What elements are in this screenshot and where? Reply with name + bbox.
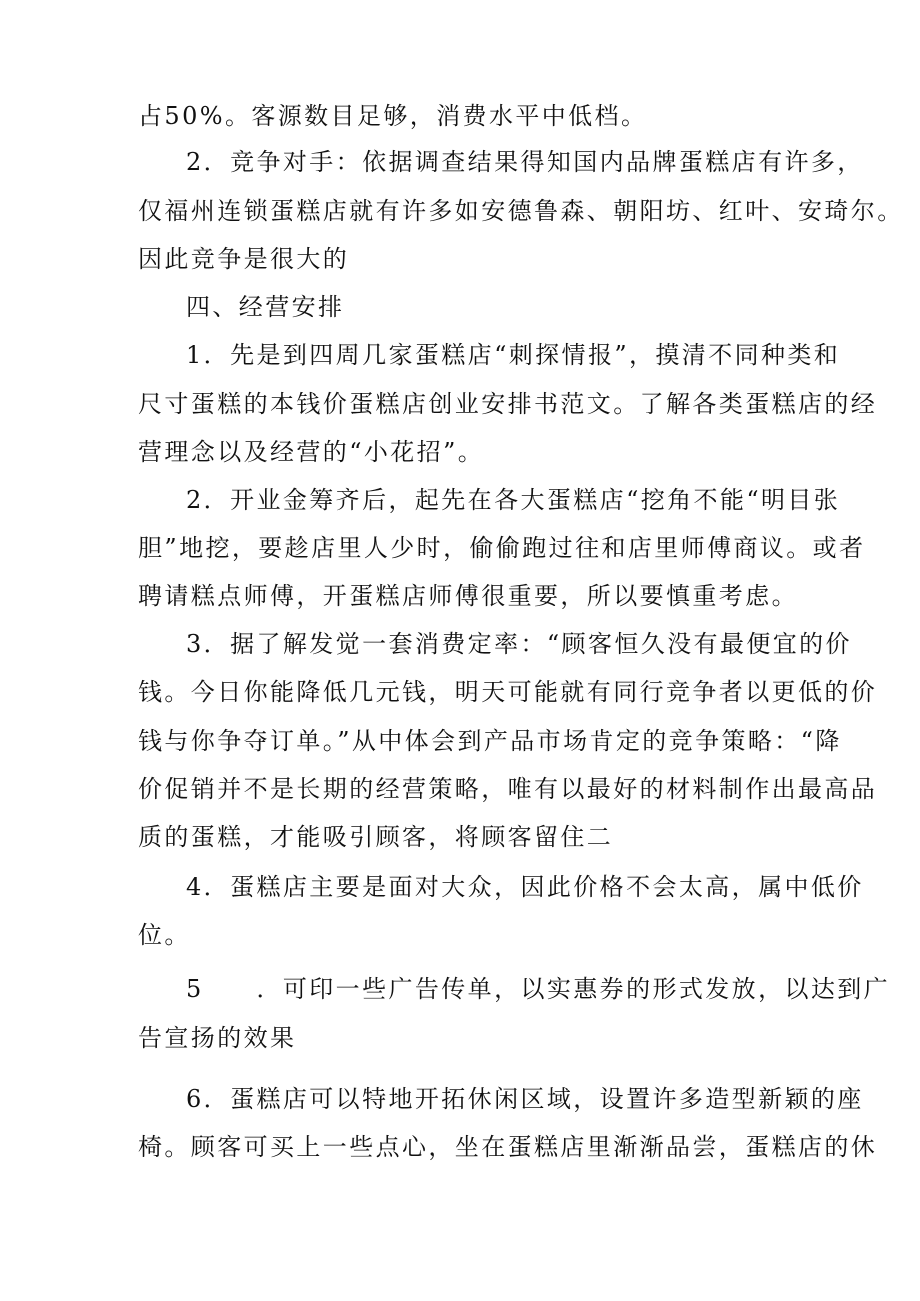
text-line: 椅。顾客可买上一些点心，坐在蛋糕店里渐渐品尝，蛋糕店的休 bbox=[138, 1133, 878, 1161]
text-line: 1．先是到四周几家蛋糕店“刺探情报”，摸清不同种类和 bbox=[186, 341, 841, 369]
text-line: 告宣扬的效果 bbox=[138, 1024, 297, 1052]
section-heading: 四、经营安排 bbox=[186, 293, 345, 321]
text-line: 4．蛋糕店主要是面对大众，因此价格不会太高，属中低价 bbox=[186, 873, 864, 901]
text-line: 钱。今日你能降低几元钱，明天可能就有同行竞争者以更低的价 bbox=[138, 678, 878, 706]
text-line: 因此竞争是很大的 bbox=[138, 245, 350, 273]
text-line: 2．开业金筹齐后，起先在各大蛋糕店“挖角不能“明目张 bbox=[186, 486, 841, 514]
text-line: 占50%。客源数目足够，消费水平中低档。 bbox=[138, 102, 648, 130]
text-line: 2．竞争对手：依据调查结果得知国内品牌蛋糕店有许多， bbox=[186, 148, 864, 176]
text-line: 营理念以及经营的“小花招”。 bbox=[138, 438, 485, 466]
text-line: 5 ．可印一些广告传单，以实惠券的形式发放，以达到广 bbox=[186, 975, 891, 1003]
text-line: 胆”地挖，要趁店里人少时，偷偷跑过往和店里师傅商议。或者 bbox=[138, 534, 866, 562]
text-line: 3．据了解发觉一套消费定率：“顾客恒久没有最便宜的价 bbox=[186, 630, 852, 658]
text-line: 钱与你争夺订单。”从中体会到产品市场肯定的竞争策略：“降 bbox=[138, 727, 842, 755]
text-line: 6．蛋糕店可以特地开拓休闲区域，设置许多造型新颖的座 bbox=[186, 1085, 864, 1113]
text-line: 仅福州连锁蛋糕店就有许多如安德鲁森、朝阳坊、红叶、安琦尔。 bbox=[138, 197, 904, 225]
text-line: 质的蛋糕，才能吸引顾客，将顾客留住二 bbox=[138, 823, 614, 851]
text-line: 位。 bbox=[138, 921, 191, 949]
text-line: 聘请糕点师傅，开蛋糕店师傅很重要，所以要慎重考虑。 bbox=[138, 582, 798, 610]
text-line: 价促销并不是长期的经营策略，唯有以最好的材料制作出最高品 bbox=[138, 775, 878, 803]
text-line: 尺寸蛋糕的本钱价蛋糕店创业安排书范文。了解各类蛋糕店的经 bbox=[138, 390, 878, 418]
